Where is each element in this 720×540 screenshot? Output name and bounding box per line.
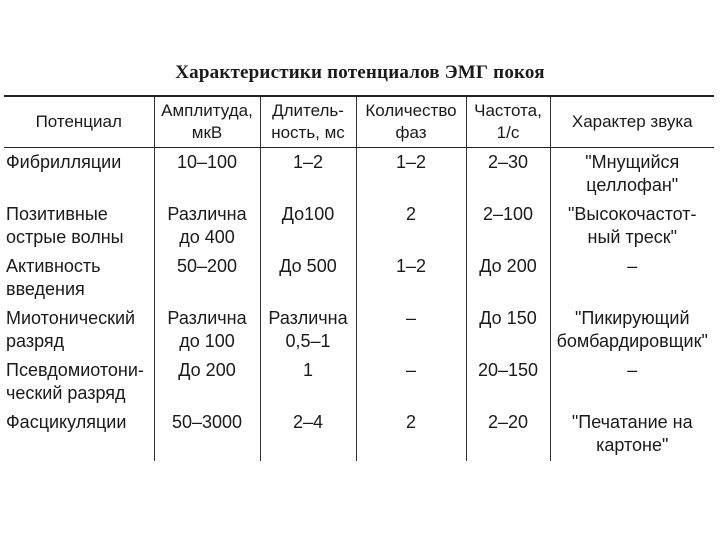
table-row <box>4 201 714 253</box>
cell-phases: 2 <box>356 201 466 253</box>
cell-amplitude: 50–200 <box>154 253 260 305</box>
cell-duration: 1 <box>260 357 356 409</box>
table-row <box>4 253 714 305</box>
cell-amplitude: До 200 <box>154 357 260 409</box>
cell-amplitude: 10–100 <box>154 148 260 202</box>
cell-frequency: 2–100 <box>466 201 550 253</box>
cell-amplitude: Различна до 400 <box>154 201 260 253</box>
cell-potential: Фибрилляции <box>6 152 122 172</box>
emg-potentials-table <box>4 95 714 461</box>
cell-duration: 2–4 <box>260 409 356 461</box>
table-title: Характеристики потенциалов ЭМГ покоя <box>175 62 545 83</box>
cell-duration: 1–2 <box>260 148 356 202</box>
cell-sound: "Печатание на картоне" <box>550 409 714 461</box>
cell-potential: Псевдомиотони-ческий разряд <box>6 360 144 403</box>
cell-phases: 1–2 <box>356 148 466 202</box>
table-row <box>4 148 714 202</box>
table-row <box>4 305 714 357</box>
cell-amplitude: Различна до 100 <box>154 305 260 357</box>
cell-sound: "Высокочастот-ный треск" <box>550 201 714 253</box>
table-row <box>4 409 714 461</box>
header-frequency: Частота, 1/с <box>466 96 550 148</box>
cell-frequency: До 200 <box>466 253 550 305</box>
cell-duration: До 500 <box>260 253 356 305</box>
cell-potential: Активность введения <box>6 256 101 299</box>
cell-sound: – <box>550 253 714 305</box>
header-sound: Характер звука <box>550 96 714 148</box>
header-phases: Количество фаз <box>356 96 466 148</box>
cell-sound: "Пикирующий бомбардировщик" <box>550 305 714 357</box>
cell-sound: "Мнущийся целлофан" <box>550 148 714 202</box>
cell-potential: Фасцикуляции <box>6 412 127 432</box>
cell-phases: 2 <box>356 409 466 461</box>
cell-phases: – <box>356 357 466 409</box>
cell-potential: Миотонический разряд <box>6 308 136 351</box>
cell-duration: Различна 0,5–1 <box>260 305 356 357</box>
cell-frequency: 2–20 <box>466 409 550 461</box>
cell-potential: Позитивные острые волны <box>6 204 124 247</box>
header-potential: Потенциал <box>4 96 154 148</box>
cell-frequency: До 150 <box>466 305 550 357</box>
header-duration: Длитель-ность, мс <box>260 96 356 148</box>
cell-amplitude: 50–3000 <box>154 409 260 461</box>
header-row <box>4 96 714 148</box>
cell-phases: – <box>356 305 466 357</box>
header-amplitude: Амплитуда, мкВ <box>154 96 260 148</box>
cell-sound: – <box>550 357 714 409</box>
cell-duration: До100 <box>260 201 356 253</box>
cell-phases: 1–2 <box>356 253 466 305</box>
cell-frequency: 20–150 <box>466 357 550 409</box>
table-row <box>4 357 714 409</box>
cell-frequency: 2–30 <box>466 148 550 202</box>
